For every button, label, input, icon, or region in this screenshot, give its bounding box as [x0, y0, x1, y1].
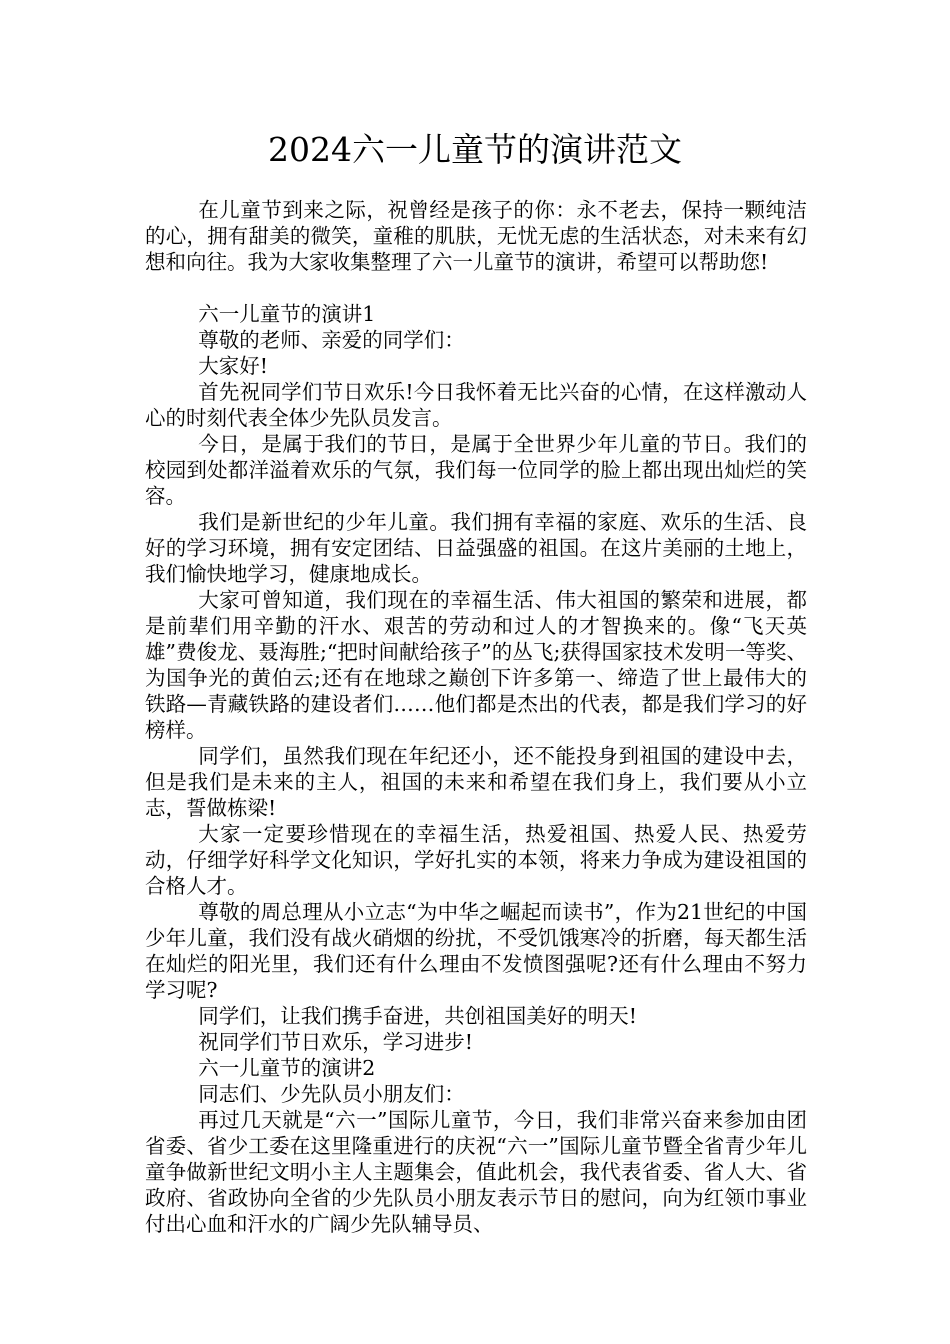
speech1-heading: 六一儿童节的演讲1 [198, 302, 376, 326]
paragraph: 大家一定要珍惜现在的幸福生活，热爱祖国、热爱人民、热爱劳动，仔细学好科学文化知识，学好扎实的本领，将来力争成为建设祖国的合格人才。 [145, 822, 807, 898]
paragraph: 尊敬的周总理从小立志“为中华之崛起而读书”，作为21世纪的中国少年儿童，我们没有战火硝烟的纷扰，不受饥饿寒冷的折磨，每天都生活在灿烂的阳光里，我们还有什么理由不发愤图强呢?还有什么理由不努力学习呢? [145, 900, 807, 1002]
paragraph: 大家可曾知道，我们现在的幸福生活、伟大祖国的繁荣和进展，都是前辈们用辛勤的汗水、艰苦的劳动和过人的才智换来的。像“飞天英雄”费俊龙、聂海胜;“把时间献给孩子”的丛飞;获得国家技术发明一等奖、为国争光的黄伯云;还有在地球之巅创下许多第一、缔造了世上最伟大的铁路—青藏铁路的建设者们……他们都是杰出的代表，都是我们学习的好榜样。 [145, 588, 807, 742]
paragraph: 首先祝同学们节日欢乐!今日我怀着无比兴奋的心情，在这样激动人心的时刻代表全体少先队员发言。 [145, 380, 807, 430]
intro-paragraph: 在儿童节到来之际，祝曾经是孩子的你：永不老去，保持一颗纯洁的心，拥有甜美的微笑，童稚的肌肤，无忧无虑的生活状态，对未来有幻想和向往。我为大家收集整理了六一儿童节的演讲，希望可以帮助您! [145, 198, 807, 274]
paragraph: 大家好! [198, 354, 269, 378]
blank-line [145, 275, 807, 301]
paragraph: 我们是新世纪的少年儿童。我们拥有幸福的家庭、欢乐的生活、良好的学习环境，拥有安定团结、日益强盛的祖国。在这片美丽的土地上，我们愉快地学习，健康地成长。 [145, 510, 807, 586]
document-title: 2024六一儿童节的演讲范文 [268, 130, 682, 169]
paragraph: 同学们，虽然我们现在年纪还小，还不能投身到祖国的建设中去，但是我们是未来的主人，祖国的未来和希望在我们身上，我们要从小立志，誓做栋梁! [145, 744, 807, 820]
speech2-heading: 六一儿童节的演讲2 [198, 1056, 376, 1080]
paragraph: 同志们、少先队员小朋友们： [198, 1082, 465, 1106]
paragraph: 尊敬的老师、亲爱的同学们： [198, 328, 465, 352]
paragraph: 今日，是属于我们的节日，是属于全世界少年儿童的节日。我们的校园到处都洋溢着欢乐的气氛，我们每一位同学的脸上都出现出灿烂的笑容。 [145, 432, 807, 508]
document-body [145, 197, 807, 1237]
paragraph: 祝同学们节日欢乐，学习进步! [198, 1030, 474, 1054]
paragraph: 同学们，让我们携手奋进，共创祖国美好的明天! [198, 1004, 638, 1028]
paragraph: 再过几天就是“六一”国际儿童节，今日，我们非常兴奋来参加由团省委、省少工委在这里隆重进行的庆祝“六一”国际儿童节暨全省青少年儿童争做新世纪文明小主人主题集会，值此机会，我代表省委、省人大、省政府、省政协向全省的少先队员小朋友表示节日的慰问，向为红领巾事业付出心血和汗水的广阔少先队辅导员、 [145, 1108, 807, 1236]
